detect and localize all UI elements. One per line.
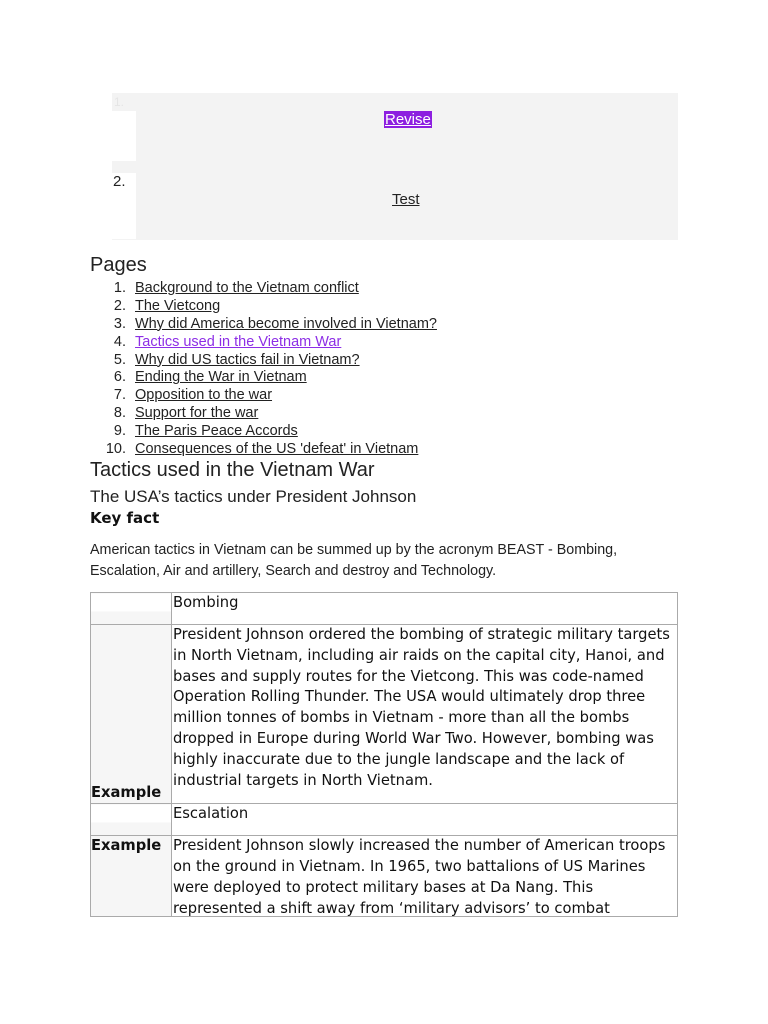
pages-list-item bbox=[90, 298, 437, 316]
page-link[interactable]: Ending the War in Vietnam bbox=[135, 369, 307, 386]
page-link[interactable]: Why did America become involved in Vietnam? bbox=[135, 315, 437, 332]
nav-number: 2. bbox=[113, 173, 126, 190]
item-number: 9. bbox=[113, 423, 126, 440]
section-subtitle: The USA’s tactics under President Johnson bbox=[90, 487, 417, 506]
page-link[interactable]: Background to the Vietnam conflict bbox=[135, 280, 359, 296]
pages-list-item bbox=[90, 441, 437, 459]
page-link[interactable]: Consequences of the US 'defeat' in Vietnam bbox=[135, 441, 419, 458]
item-number: 1. bbox=[113, 280, 126, 296]
item-number: 5. bbox=[113, 351, 126, 368]
page-link[interactable]: Why did US tactics fail in Vietnam? bbox=[135, 351, 360, 368]
nav-gap bbox=[112, 111, 136, 161]
pages-list-item bbox=[90, 423, 437, 441]
item-number: 4. bbox=[113, 333, 126, 350]
pages-list-item-active bbox=[90, 334, 437, 352]
pages-list-item bbox=[90, 352, 437, 370]
row-label-cell bbox=[91, 593, 172, 625]
table-row bbox=[91, 625, 678, 804]
nav-number: 1. bbox=[114, 95, 125, 109]
test-link[interactable]: Test bbox=[392, 191, 420, 208]
pages-list bbox=[90, 280, 437, 459]
page-link[interactable]: Support for the war bbox=[135, 405, 259, 422]
pages-list-item bbox=[90, 369, 437, 387]
item-number: 7. bbox=[113, 387, 126, 404]
item-number: 6. bbox=[113, 369, 126, 386]
revise-link[interactable]: Revise bbox=[385, 111, 431, 128]
revision-nav bbox=[112, 93, 678, 240]
item-number: 10. bbox=[105, 441, 126, 458]
page-title: Tactics used in the Vietnam War bbox=[90, 459, 375, 481]
key-fact-heading: Key fact bbox=[90, 509, 160, 527]
item-number: 8. bbox=[113, 405, 126, 422]
item-number: 3. bbox=[113, 315, 126, 332]
tactic-heading: Bombing bbox=[172, 593, 678, 625]
tactic-example: President Johnson ordered the bombing of strategic military targets in North Vietnam, including air raids on the capital city, Hanoi, and bases and supply routes for the Vietcong. This was code-named Operation Rolling Thunder. The USA would ultimately drop three million tonnes of bombs in Vietnam - more than all the bombs dropped in Europe during World War Two. However, bombing was highly inaccurate due to the jungle landscape and the lack of industrial targets in North Vietnam. bbox=[172, 625, 678, 804]
row-label-cell bbox=[91, 804, 172, 836]
intro-paragraph: American tactics in Vietnam can be summed up by the acronym BEAST - Bombing, Escalation, Air and artillery, Search and destroy and Technology. bbox=[90, 542, 618, 579]
table-row bbox=[91, 593, 678, 625]
tactics-table bbox=[90, 592, 678, 917]
page-link[interactable]: The Paris Peace Accords bbox=[135, 423, 298, 440]
table-row bbox=[91, 804, 678, 836]
pages-list-item bbox=[90, 405, 437, 423]
pages-heading: Pages bbox=[90, 254, 147, 276]
row-label-cell: Example bbox=[91, 836, 172, 917]
page-link[interactable]: Opposition to the war bbox=[135, 387, 273, 404]
tactic-example: President Johnson slowly increased the number of American troops on the ground in Vietnam. In 1965, two battalions of US Marines were deployed to protect military bases at Da Nang. This represented a shift away from ‘military advisors’ to combat bbox=[173, 837, 666, 917]
table-row bbox=[91, 836, 678, 917]
row-label-cell: Example bbox=[91, 625, 172, 804]
tactic-heading: Escalation bbox=[172, 804, 678, 836]
page-link[interactable]: The Vietcong bbox=[135, 297, 221, 314]
page-link-current[interactable]: Tactics used in the Vietnam War bbox=[135, 333, 342, 350]
pages-list-item bbox=[90, 280, 437, 298]
item-number: 2. bbox=[113, 297, 126, 314]
tactic-example-cell bbox=[172, 836, 678, 917]
pages-list-item bbox=[90, 316, 437, 334]
pages-list-item bbox=[90, 387, 437, 405]
